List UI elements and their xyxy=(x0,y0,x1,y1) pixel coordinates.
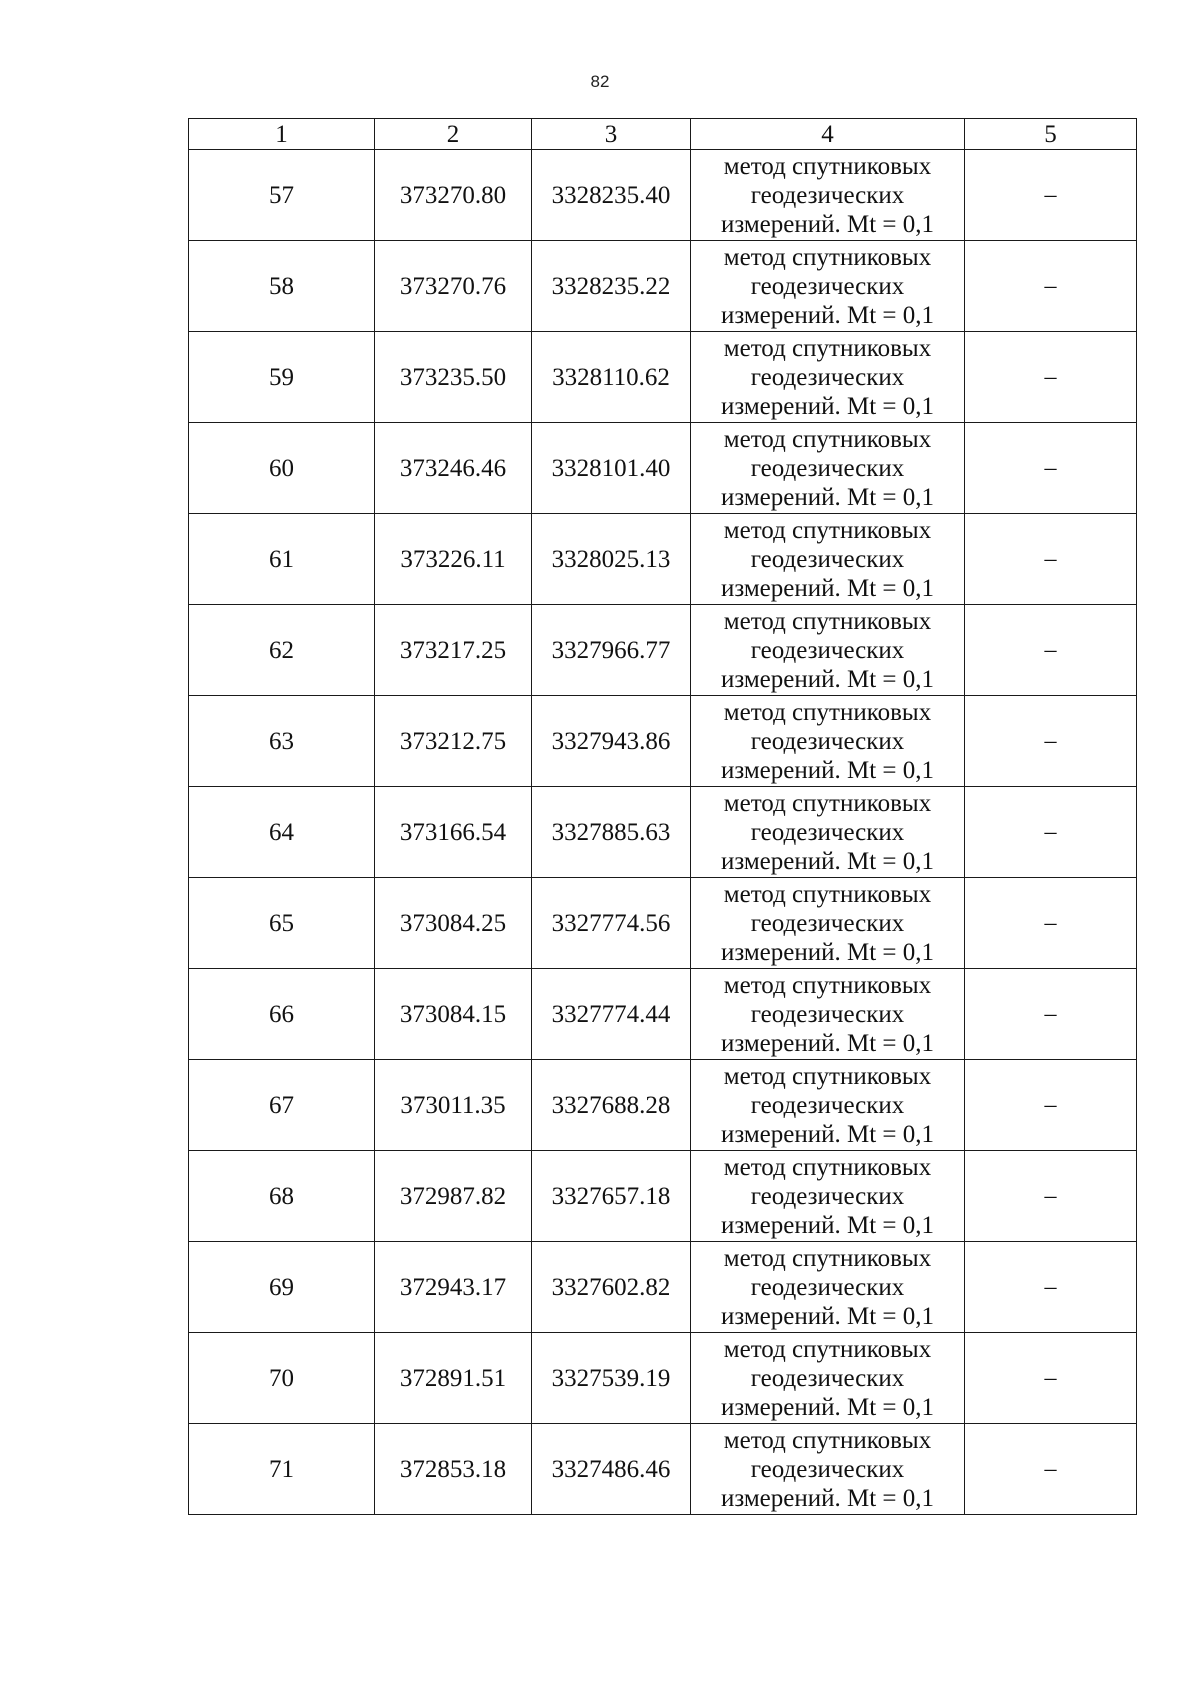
note-cell xyxy=(965,1242,1137,1333)
x-coordinate-cell: 372853.18 xyxy=(375,1424,532,1515)
method-cell xyxy=(691,514,965,605)
y-coordinate-cell: 3327774.44 xyxy=(532,969,691,1060)
note-cell xyxy=(965,696,1137,787)
note-cell xyxy=(965,969,1137,1060)
note-dash: – xyxy=(1044,455,1057,481)
x-coordinate-cell: 373212.75 xyxy=(375,696,532,787)
note-dash: – xyxy=(1044,819,1057,845)
point-number-cell: 57 xyxy=(189,150,375,241)
column-header-1: 1 xyxy=(189,119,375,150)
method-text: метод спутниковых геодезических измерений. Mt = 0,1 xyxy=(720,243,935,329)
point-number-cell: 64 xyxy=(189,787,375,878)
table-row xyxy=(189,241,1137,332)
y-coordinate-cell: 3327486.46 xyxy=(532,1424,691,1515)
note-cell xyxy=(965,1060,1137,1151)
page-number: 82 xyxy=(590,72,610,91)
x-coordinate-cell: 372943.17 xyxy=(375,1242,532,1333)
note-cell xyxy=(965,1424,1137,1515)
table-row xyxy=(189,696,1137,787)
coordinates-table xyxy=(188,118,1137,1515)
method-cell xyxy=(691,605,965,696)
method-text: метод спутниковых геодезических измерений. Mt = 0,1 xyxy=(720,971,935,1057)
x-coordinate-cell: 373226.11 xyxy=(375,514,532,605)
method-cell xyxy=(691,1151,965,1242)
note-dash: – xyxy=(1044,1183,1057,1209)
x-coordinate-cell: 373270.80 xyxy=(375,150,532,241)
column-header-5: 5 xyxy=(965,119,1137,150)
note-cell xyxy=(965,150,1137,241)
table-header-row xyxy=(189,119,1137,150)
point-number-cell: 60 xyxy=(189,423,375,514)
note-dash: – xyxy=(1044,1274,1057,1300)
point-number-cell: 65 xyxy=(189,878,375,969)
method-text: метод спутниковых геодезических измерений. Mt = 0,1 xyxy=(720,1244,935,1330)
x-coordinate-cell: 373246.46 xyxy=(375,423,532,514)
y-coordinate-cell: 3327943.86 xyxy=(532,696,691,787)
note-dash: – xyxy=(1044,1365,1057,1391)
method-text: метод спутниковых геодезических измерений. Mt = 0,1 xyxy=(720,698,935,784)
method-cell xyxy=(691,787,965,878)
x-coordinate-cell: 373235.50 xyxy=(375,332,532,423)
point-number-cell: 68 xyxy=(189,1151,375,1242)
y-coordinate-cell: 3328101.40 xyxy=(532,423,691,514)
column-header-3: 3 xyxy=(532,119,691,150)
x-coordinate-cell: 372891.51 xyxy=(375,1333,532,1424)
x-coordinate-cell: 373166.54 xyxy=(375,787,532,878)
table-row xyxy=(189,514,1137,605)
table-row xyxy=(189,787,1137,878)
note-cell xyxy=(965,1151,1137,1242)
y-coordinate-cell: 3327602.82 xyxy=(532,1242,691,1333)
table-row xyxy=(189,423,1137,514)
note-dash: – xyxy=(1044,728,1057,754)
x-coordinate-cell: 373270.76 xyxy=(375,241,532,332)
note-cell xyxy=(965,332,1137,423)
y-coordinate-cell: 3327966.77 xyxy=(532,605,691,696)
note-dash: – xyxy=(1044,364,1057,390)
method-text: метод спутниковых геодезических измерений. Mt = 0,1 xyxy=(720,1335,935,1421)
point-number-cell: 67 xyxy=(189,1060,375,1151)
note-dash: – xyxy=(1044,1456,1057,1482)
method-cell xyxy=(691,332,965,423)
y-coordinate-cell: 3327774.56 xyxy=(532,878,691,969)
table-row xyxy=(189,1333,1137,1424)
x-coordinate-cell: 373217.25 xyxy=(375,605,532,696)
note-dash: – xyxy=(1044,1092,1057,1118)
method-text: метод спутниковых геодезических измерений. Mt = 0,1 xyxy=(720,1062,935,1148)
method-text: метод спутниковых геодезических измерений. Mt = 0,1 xyxy=(720,334,935,420)
note-dash: – xyxy=(1044,1001,1057,1027)
y-coordinate-cell: 3328110.62 xyxy=(532,332,691,423)
point-number-cell: 58 xyxy=(189,241,375,332)
method-text: метод спутниковых геодезических измерений. Mt = 0,1 xyxy=(720,789,935,875)
x-coordinate-cell: 373011.35 xyxy=(375,1060,532,1151)
method-cell xyxy=(691,1060,965,1151)
table-row xyxy=(189,150,1137,241)
method-cell xyxy=(691,878,965,969)
note-cell xyxy=(965,241,1137,332)
point-number-cell: 59 xyxy=(189,332,375,423)
method-text: метод спутниковых геодезических измерений. Mt = 0,1 xyxy=(720,152,935,238)
method-text: метод спутниковых геодезических измерений. Mt = 0,1 xyxy=(720,1426,935,1512)
y-coordinate-cell: 3328235.40 xyxy=(532,150,691,241)
note-cell xyxy=(965,878,1137,969)
y-coordinate-cell: 3327657.18 xyxy=(532,1151,691,1242)
method-text: метод спутниковых геодезических измерений. Mt = 0,1 xyxy=(720,516,935,602)
note-dash: – xyxy=(1044,910,1057,936)
method-text: метод спутниковых геодезических измерений. Mt = 0,1 xyxy=(720,1153,935,1239)
table-row xyxy=(189,969,1137,1060)
table-row xyxy=(189,1151,1137,1242)
note-cell xyxy=(965,605,1137,696)
note-cell xyxy=(965,423,1137,514)
method-cell xyxy=(691,241,965,332)
y-coordinate-cell: 3327539.19 xyxy=(532,1333,691,1424)
point-number-cell: 66 xyxy=(189,969,375,1060)
column-header-2: 2 xyxy=(375,119,532,150)
note-dash: – xyxy=(1044,546,1057,572)
note-dash: – xyxy=(1044,637,1057,663)
table-row xyxy=(189,332,1137,423)
column-header-4: 4 xyxy=(691,119,965,150)
table-row xyxy=(189,1424,1137,1515)
method-text: метод спутниковых геодезических измерений. Mt = 0,1 xyxy=(720,425,935,511)
point-number-cell: 63 xyxy=(189,696,375,787)
point-number-cell: 70 xyxy=(189,1333,375,1424)
y-coordinate-cell: 3328235.22 xyxy=(532,241,691,332)
method-cell xyxy=(691,1242,965,1333)
note-cell xyxy=(965,1333,1137,1424)
method-cell xyxy=(691,696,965,787)
note-cell xyxy=(965,514,1137,605)
x-coordinate-cell: 373084.15 xyxy=(375,969,532,1060)
method-cell xyxy=(691,423,965,514)
y-coordinate-cell: 3327885.63 xyxy=(532,787,691,878)
note-cell xyxy=(965,787,1137,878)
method-cell xyxy=(691,969,965,1060)
x-coordinate-cell: 373084.25 xyxy=(375,878,532,969)
point-number-cell: 61 xyxy=(189,514,375,605)
method-cell xyxy=(691,1424,965,1515)
table-row xyxy=(189,1242,1137,1333)
note-dash: – xyxy=(1044,182,1057,208)
y-coordinate-cell: 3328025.13 xyxy=(532,514,691,605)
point-number-cell: 62 xyxy=(189,605,375,696)
method-text: метод спутниковых геодезических измерений. Mt = 0,1 xyxy=(720,880,935,966)
method-text: метод спутниковых геодезических измерений. Mt = 0,1 xyxy=(720,607,935,693)
table-row xyxy=(189,878,1137,969)
table-row xyxy=(189,605,1137,696)
method-cell xyxy=(691,150,965,241)
note-dash: – xyxy=(1044,273,1057,299)
point-number-cell: 69 xyxy=(189,1242,375,1333)
point-number-cell: 71 xyxy=(189,1424,375,1515)
table-row xyxy=(189,1060,1137,1151)
x-coordinate-cell: 372987.82 xyxy=(375,1151,532,1242)
method-cell xyxy=(691,1333,965,1424)
y-coordinate-cell: 3327688.28 xyxy=(532,1060,691,1151)
